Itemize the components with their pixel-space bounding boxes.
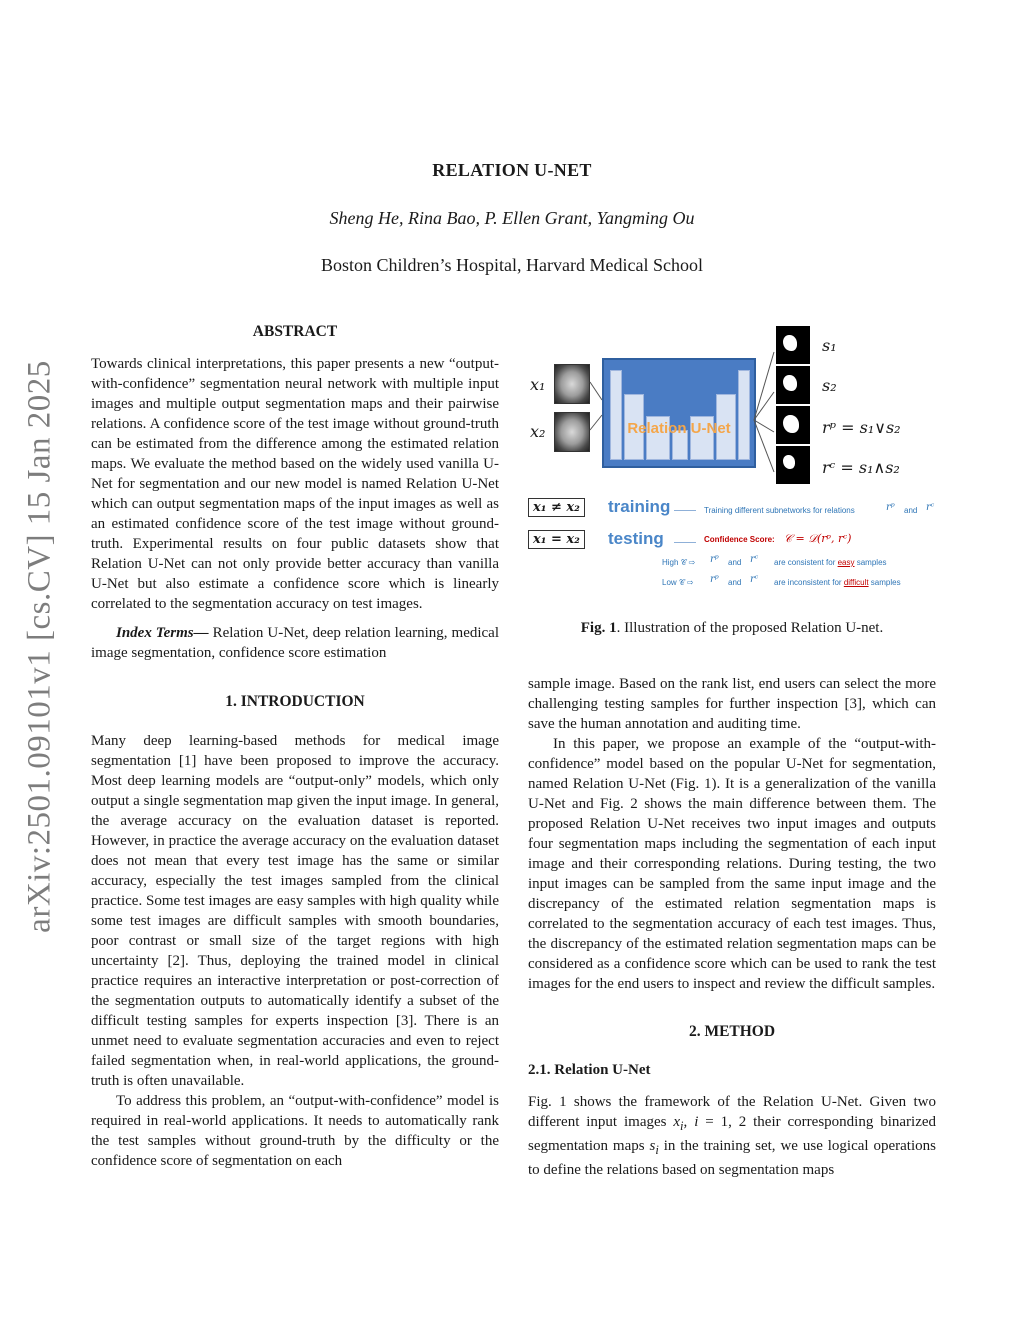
training-rp: rᵖ bbox=[886, 502, 895, 513]
seg-output-rp bbox=[776, 406, 810, 444]
index-terms-text: Relation U-Net, deep relation learning, medical image segmentation, confidence score estimation bbox=[91, 625, 500, 661]
affiliation: Boston Children’s Hospital, Harvard Medical School bbox=[321, 255, 703, 275]
consistent-note: are consistent for easy samples bbox=[774, 558, 887, 567]
training-note: Training different subnetworks for relations bbox=[704, 506, 855, 515]
abstract-heading: ABSTRACT bbox=[252, 323, 338, 340]
output-s1-label: s₁ bbox=[822, 336, 837, 355]
intro-paragraph-4: In this paper, we propose an example of the “output-with-confidence” model based on the popular U-Net for segmentation, named Relation U-Net (Fig. 1). It is a generalization of the vanilla U-Net and Fig. 2 shows the main difference between them. The proposed Relation U-Net receives two input images and outputs four segmentation maps including the segmentation of each input image and their corresponding relations. During testing, the two input images can be sampled from the same input image and the discrepancy of the estimated relation segmentation maps is correlated to the segmentation accuracy of each test images. Thus, the discrepancy of the estimated relation segmentation maps can be considered as a confidence score which can be used to rank the test images for the end users to inspect and review the difficult samples. bbox=[528, 736, 936, 992]
output-arrows bbox=[752, 330, 778, 490]
low-and: and bbox=[728, 578, 742, 587]
abstract-text: Towards clinical interpretations, this paper presents a new “output-with-confidence” segmentation neural network with multiple input images and multiple output segmentation maps and their pairwise relations. A confidence score of the test image without ground-truth can be estimated from the difference among the estimated relation maps. We evaluate the method based on the widely used vanilla U-Net for segmentation and our new model is named Relation U-Net which can output segmentation maps of the input images as well as an estimated confidence score of the test image without ground-truth. Experimental results on four public datasets show that Relation U-Net can not only provide better accuracy than vanilla U-Net but also estimate a confidence score which is linearly correlated to the segmentation accuracy on test images. bbox=[91, 356, 499, 612]
relation-unet-block bbox=[602, 358, 756, 468]
testing-arrow bbox=[674, 542, 696, 543]
intro-heading: 1. INTRODUCTION bbox=[225, 693, 365, 710]
right-column bbox=[528, 674, 936, 1180]
high-and: and bbox=[728, 558, 742, 567]
left-column bbox=[91, 322, 499, 1171]
authors: Sheng He, Rina Bao, P. Ellen Grant, Yangming Ou bbox=[329, 208, 695, 228]
high-rc: rᶜ bbox=[750, 554, 759, 565]
output-s2-label: s₂ bbox=[822, 376, 837, 395]
testing-label: testing bbox=[608, 529, 664, 548]
method-paragraph-1: Fig. 1 shows the framework of the Relation U-Net. Given two different input images $x_i$, i = 1, 2 their corresponding binarized segmentation maps $s_i$ in the training set, we use logical operations to define the relations based on segmentation maps bbox=[528, 1094, 937, 1178]
training-and: and bbox=[904, 506, 918, 515]
unet-layer bbox=[738, 370, 750, 460]
intro-paragraph-3: sample image. Based on the rank list, end users can select the more challenging testing samples for further inspection [3], which can save the human annotation and auditing time. bbox=[528, 676, 936, 732]
output-rp-label: rᵖ = s₁∨s₂ bbox=[822, 418, 901, 437]
index-terms-label: Index Terms— bbox=[116, 625, 209, 641]
confidence-label: Confidence Score: bbox=[704, 535, 775, 544]
brain-image-x1 bbox=[554, 364, 590, 404]
unet-label: Relation U-Net bbox=[627, 420, 731, 437]
seg-output-rc bbox=[776, 446, 810, 484]
low-rp: rᵖ bbox=[710, 574, 719, 585]
seg-output-s2 bbox=[776, 366, 810, 404]
intro-paragraph-2: To address this problem, an “output-with-confidence” model is required in real-world applications. It needs to automatically rank the test samples without ground-truth by the difficulty or the confidence score of segmentation on each bbox=[91, 1093, 499, 1169]
index-terms bbox=[91, 623, 499, 663]
caption-label: Fig. 1 bbox=[580, 620, 617, 636]
neq-box: x₁ ≠ x₂ bbox=[528, 498, 585, 517]
seg-output-s1 bbox=[776, 326, 810, 364]
training-arrow bbox=[674, 510, 696, 511]
easy-word: easy bbox=[837, 558, 855, 567]
unet-layer bbox=[610, 370, 622, 460]
high-c-label: High 𝒞 ⇨ bbox=[662, 558, 696, 567]
caption-text: . Illustration of the proposed Relation U-net. bbox=[616, 620, 884, 636]
eq-box: x₁ = x₂ bbox=[528, 530, 585, 549]
low-rc: rᶜ bbox=[750, 574, 759, 585]
difficult-word: difficult bbox=[843, 578, 869, 587]
low-c-label: Low 𝒞 ⇨ bbox=[662, 578, 694, 587]
output-rc-label: rᶜ = s₁∧s₂ bbox=[822, 458, 900, 477]
input-x2-label: x₂ bbox=[530, 422, 546, 441]
confidence-formula: 𝒞 = 𝒟(rᵖ, rᶜ) bbox=[784, 532, 852, 545]
method-heading: 2. METHOD bbox=[688, 1023, 776, 1040]
inconsistent-note: are inconsistent for difficult samples bbox=[774, 578, 901, 587]
input-x1-label: x₁ bbox=[530, 375, 546, 394]
figure-1 bbox=[528, 320, 940, 600]
high-rp: rᵖ bbox=[710, 554, 719, 565]
brain-image-x2 bbox=[554, 412, 590, 452]
training-label: training bbox=[608, 497, 671, 516]
training-rc: rᶜ bbox=[926, 502, 935, 513]
method-subheading: 2.1. Relation U-Net bbox=[528, 1062, 651, 1078]
intro-paragraph-1: Many deep learning-based methods for medical image segmentation [1] have been proposed to improve the accuracy. Most deep learning models are “output-only” models, which only output a single segmentation map given the input image. In general, the average accuracy on the evaluation dataset is reported. However, in practice the average accuracy on the evaluation dataset does not mean that every test image has the same or similar accuracy, especially the test images sampled from the clinical practice. Some test images are easy samples with high quality while some test images are difficult samples with smooth boundaries, poor contrast or small size of the target regions with high uncertainty [2]. Thus, deploying the trained model in clinical practice requires an interactive interpretation or post-correction of the segmentation outputs to automatically identify a subset of the difficult testing samples for experts inspection [3]. There is an unmet need to evaluate segmentation accuracies and even to reject failed segmentation when, in real-world applications, the ground-truth is often unavailable. bbox=[91, 733, 499, 1089]
paper-title: RELATION U-NET bbox=[432, 160, 592, 180]
figure-caption bbox=[528, 620, 936, 637]
arxiv-stamp: arXiv:2501.09101v1 [cs.CV] 15 Jan 2025 bbox=[21, 360, 58, 933]
